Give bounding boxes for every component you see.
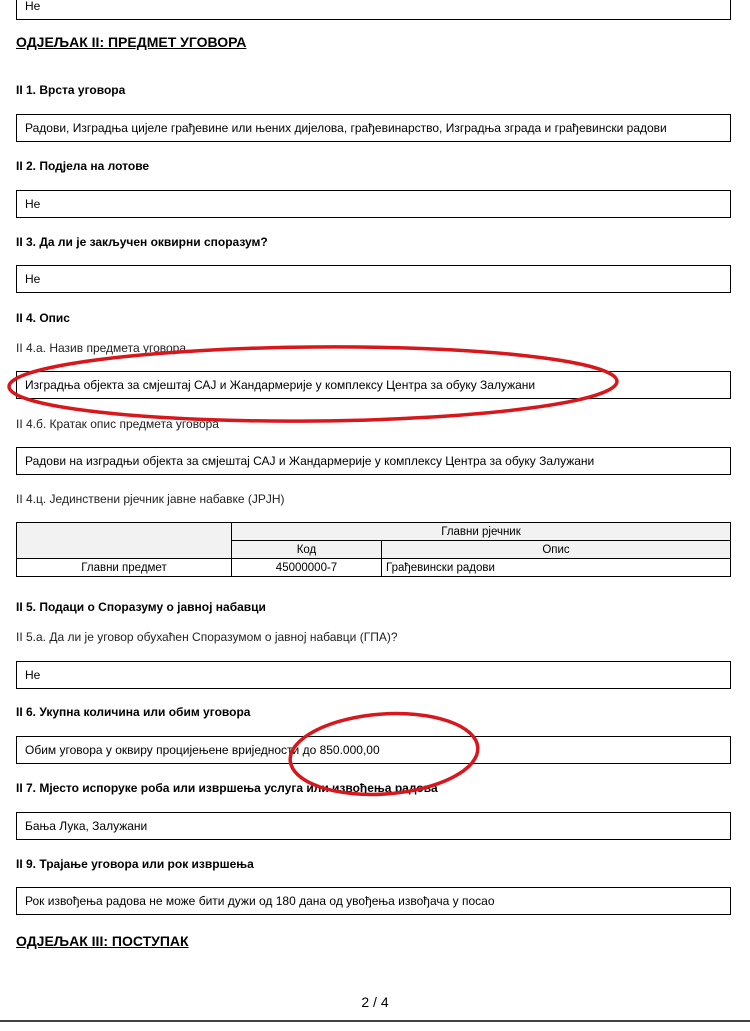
cpv-row-label: Главни предмет [17,559,232,577]
field-ii1-value: Радови, Изградња цијеле грађевине или њених дијелова, грађевинарство, Изградња зграда и грађевински радови [16,114,731,142]
field-ii5a-label: II 5.а. Да ли је уговор обухаћен Споразумом о јавној набавци (ГПА)? [16,630,398,644]
field-ii1-label: II 1. Врста уговора [16,83,126,97]
field-ii4c-label: II 4.ц. Јединствени рјечник јавне набавке (ЈРЈН) [16,492,285,506]
field-ii2-value: Не [16,190,731,218]
section-3-heading: ОДЈЕЉАК III: ПОСТУПАК [16,933,189,949]
field-ii5a-value: Не [16,661,731,689]
cpv-desc-header: Опис [382,541,731,559]
field-ii9-value: Рок извођења радова не може бити дужи од 180 дана од увођења извођача у посао [16,887,731,915]
page-number: 2 / 4 [361,994,389,1010]
field-ii2-label: II 2. Подјела на лотове [16,159,150,173]
field-ii6-label: II 6. Укупна количина или обим уговора [16,705,251,719]
field-ii4b-label: II 4.б. Кратак опис предмета уговора [16,417,219,431]
previous-field-value: Не [16,0,731,20]
cpv-desc-cell: Грађевински радови [382,559,731,577]
cpv-table [16,522,731,577]
field-ii9-label: II 9. Трајање уговора или рок извршења [16,857,254,871]
field-ii3-value: Не [16,265,731,293]
field-ii4b-value: Радови на изградњи објекта за смјештај САЈ и Жандармерије у комплексу Центра за обуку Залужани [16,447,731,475]
field-ii4a-value: Изградња објекта за смјештај САЈ и Жандармерије у комплексу Центра за обуку Залужани [16,371,731,399]
field-ii7-value: Бања Лука, Залужани [16,812,731,840]
field-ii3-label: II 3. Да ли је закључен оквирни споразум? [16,235,268,249]
page-bottom-rule [0,1020,750,1022]
cpv-code-header: Код [232,541,382,559]
field-ii7-label: II 7. Мјесто испоруке роба или извршења услуга или извођења радова [16,781,438,795]
field-ii5-label: II 5. Подаци о Споразуму о јавној набавци [16,600,266,614]
field-ii4-label: II 4. Опис [16,311,70,325]
field-ii4a-label: II 4.а. Назив предмета уговора [16,341,186,355]
cpv-code-cell: 45000000-7 [232,559,382,577]
field-ii6-value: Обим уговора у оквиру процијењене вриједности до 850.000,00 [16,736,731,764]
section-2-heading: ОДЈЕЉАК II: ПРЕДМЕТ УГОВОРА [16,34,247,50]
cpv-group-header: Главни рјечник [232,523,731,541]
cpv-empty-header [17,523,232,559]
